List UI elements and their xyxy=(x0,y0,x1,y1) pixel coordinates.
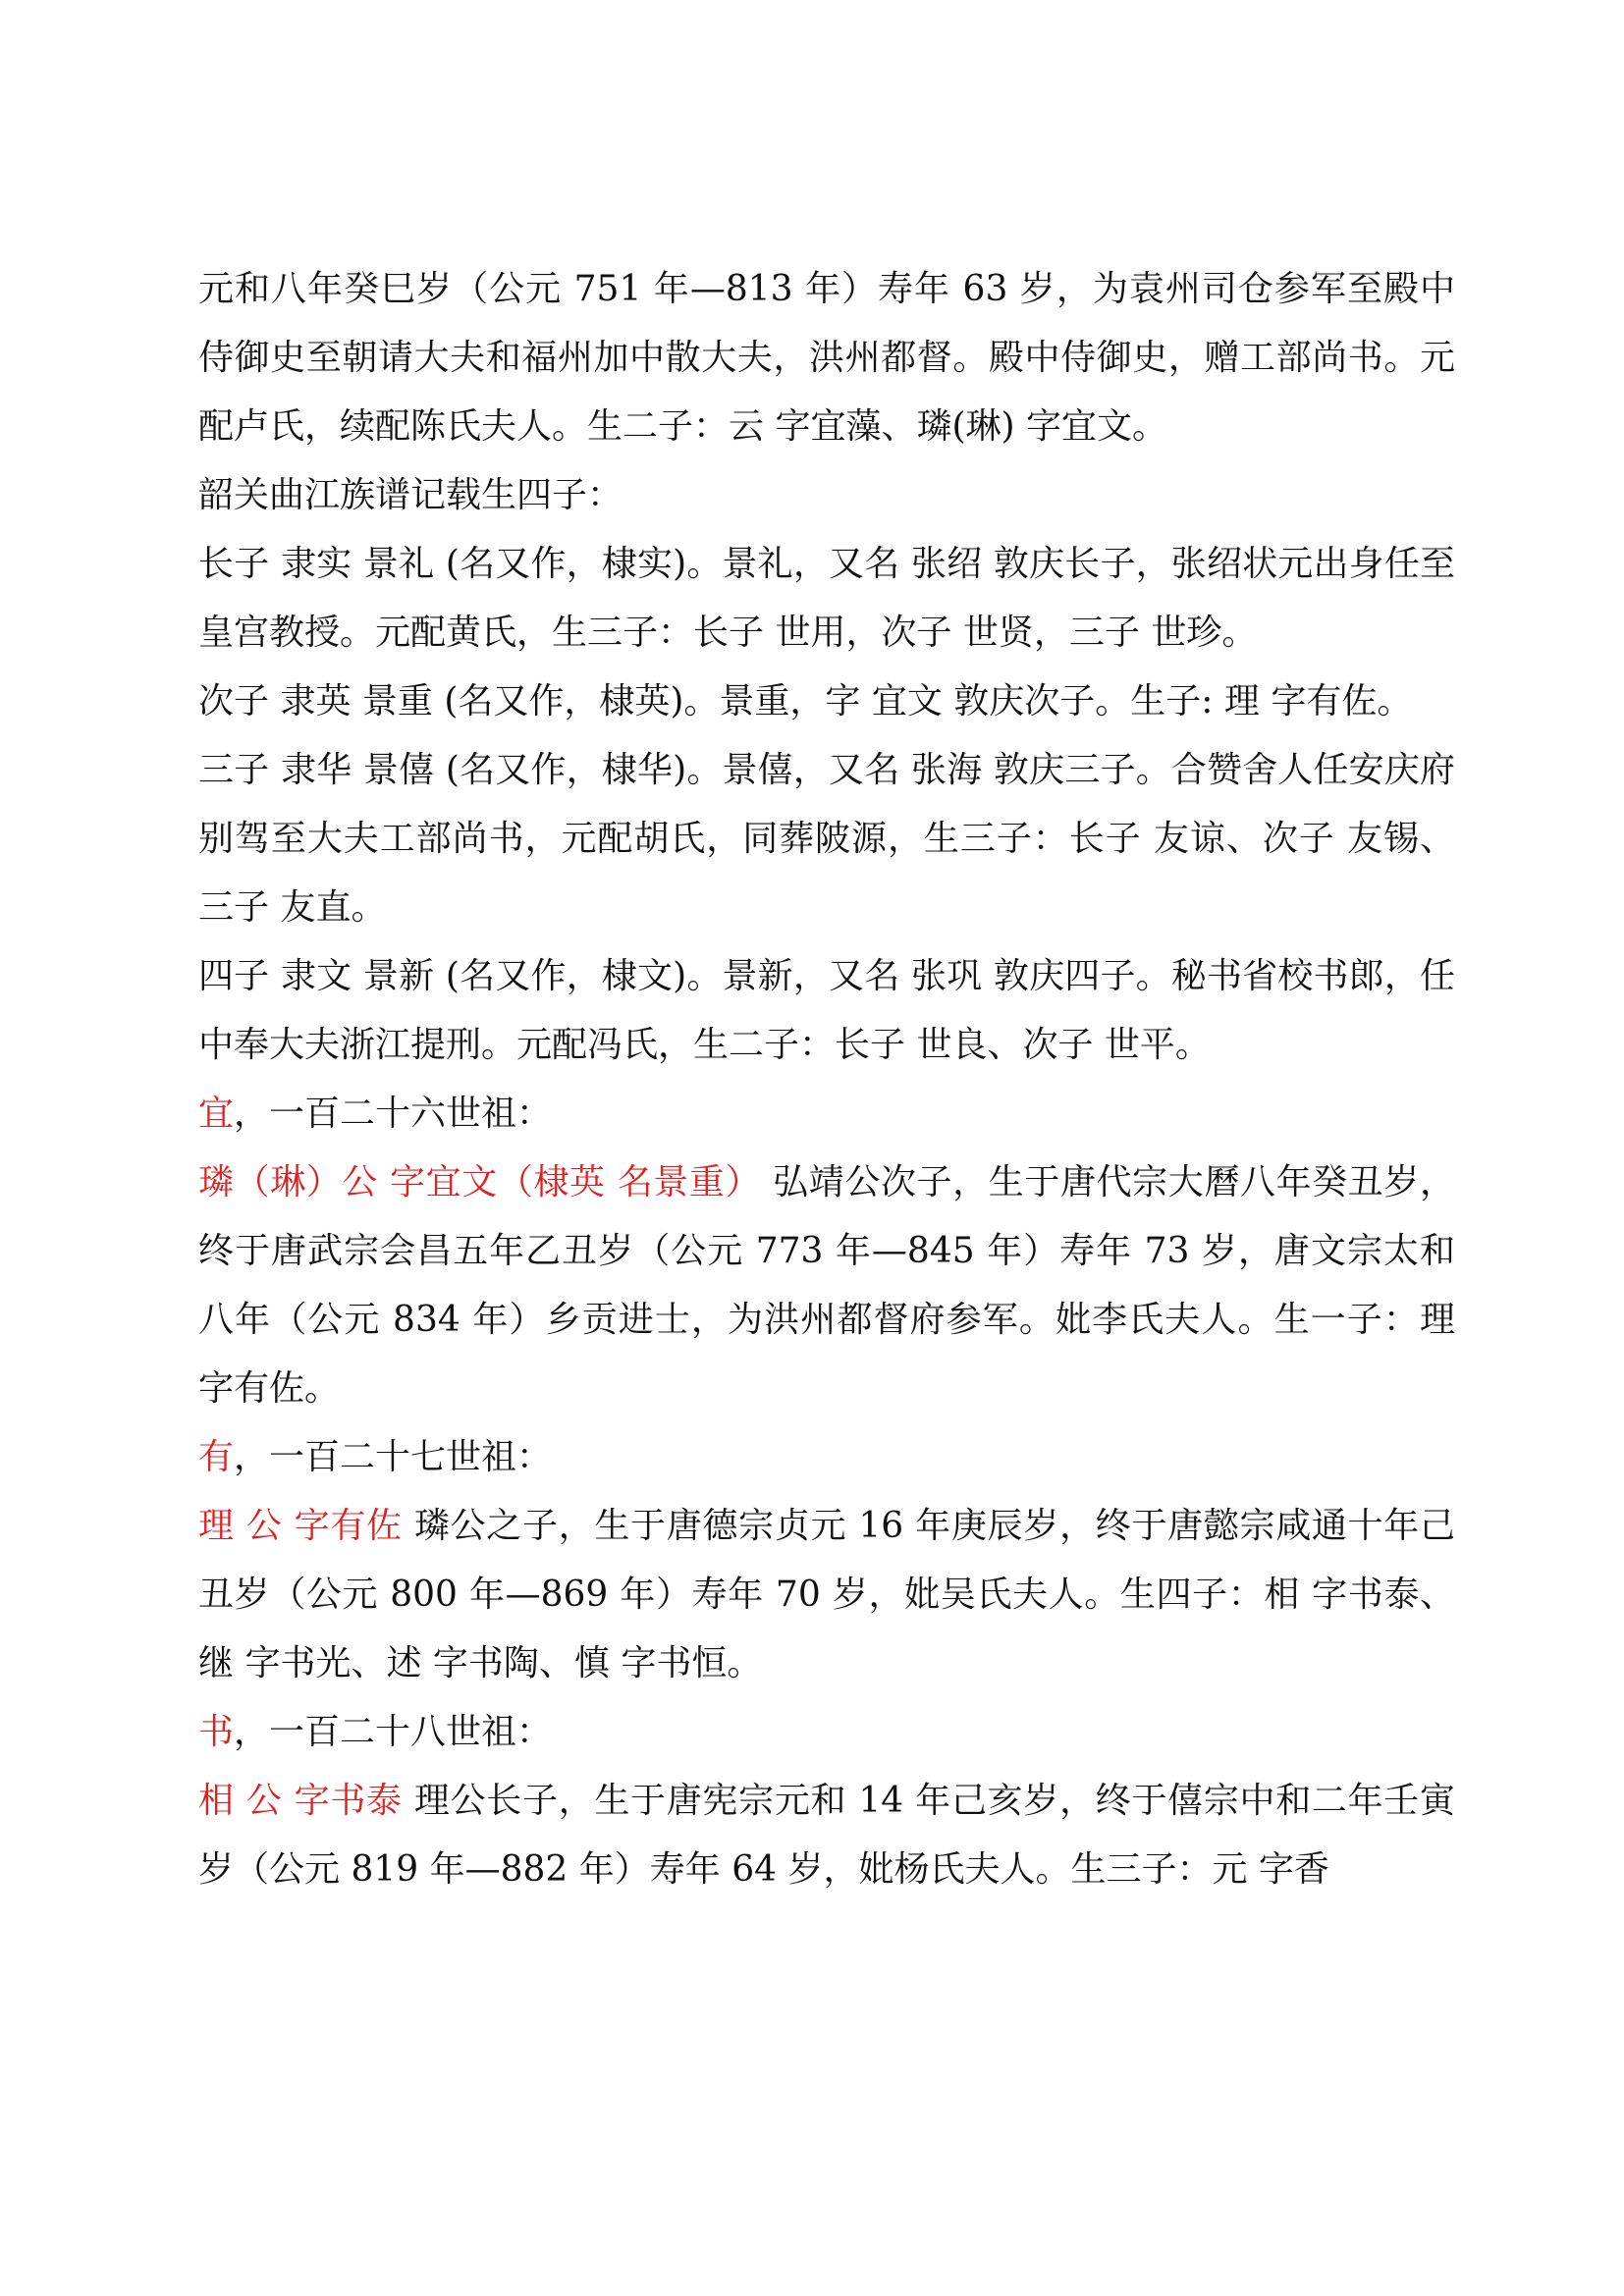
ancestor-entry-li xyxy=(198,1492,1455,1698)
ancestor-entry-xiang xyxy=(198,1767,1455,1904)
generation-label: ，一百二十六世祖： xyxy=(234,1094,553,1134)
paragraph-6 xyxy=(198,942,1455,1080)
text-segment: 次子 隶英 景重 (名又作，棣英)。景重，字 宜文 敦庆次子。生子: 理 字有佐。 xyxy=(198,681,1413,721)
text-segment: 四子 隶文 景新 (名又作，棣文)。景新，又名 张巩 敦庆四子。秘书省校书郎，任中奉大夫浙江提刑。元配冯氏，生二子：长子 世良、次子 世平。 xyxy=(198,956,1455,1065)
text-segment: 三子 隶华 景僖 (名又作，棣华)。景僖，又名 张海 敦庆三子。合赞舍人任安庆府别驾至大夫工部尚书，元配胡氏，同葬陂源，生三子：长子 友谅、次子 友锡、三子 友直。 xyxy=(198,750,1455,928)
generation-label: ，一百二十七世祖： xyxy=(234,1437,553,1477)
generation-character: 有 xyxy=(198,1437,235,1477)
ancestor-name: 相 公 字书泰 xyxy=(198,1781,403,1821)
ancestor-name: 璘（琳）公 字宜文（棣英 名景重） xyxy=(198,1162,762,1202)
document-page xyxy=(198,255,1455,1904)
generation-character: 宜 xyxy=(198,1094,235,1134)
ancestor-entry-lin xyxy=(198,1148,1455,1423)
ancestor-biography: 理公长子，生于唐宪宗元和 14 年己亥岁，终于僖宗中和二年壬寅岁（公元 819 年—882 年）寿年 64 岁，妣杨氏夫人。生三子：元 字香 xyxy=(198,1781,1456,1890)
paragraph-3 xyxy=(198,530,1455,667)
ancestor-biography: 璘公之子，生于唐德宗贞元 16 年庚辰岁，终于唐懿宗咸通十年己丑岁（公元 800 年—869 年）寿年 70 岁，妣吴氏夫人。生四子：相 字书泰、继 字书光、述 字书陶、慎 字书恒。 xyxy=(198,1506,1456,1683)
generation-label: ，一百二十八世祖： xyxy=(234,1712,553,1752)
generation-heading-127 xyxy=(198,1423,1455,1492)
paragraph-4 xyxy=(198,667,1455,736)
generation-heading-126 xyxy=(198,1080,1455,1148)
paragraph-1 xyxy=(198,255,1455,461)
text-segment: 长子 隶实 景礼 (名又作，棣实)。景礼，又名 张绍 敦庆长子，张绍状元出身任至皇宫教授。元配黄氏，生三子：长子 世用，次子 世贤，三子 世珍。 xyxy=(198,544,1455,653)
paragraph-5 xyxy=(198,736,1455,942)
generation-character: 书 xyxy=(198,1712,235,1752)
ancestor-biography: 弘靖公次子，生于唐代宗大曆八年癸丑岁，终于唐武宗会昌五年乙丑岁（公元 773 年—845 年）寿年 73 岁，唐文宗太和八年（公元 834 年）乡贡进士，为洪州都督府参军。妣李氏夫人。生一子：理 字有佐。 xyxy=(198,1162,1455,1409)
text-segment: 韶关曲江族谱记载生四子： xyxy=(198,475,623,515)
ancestor-name: 理 公 字有佐 xyxy=(198,1506,403,1546)
text-segment: 元和八年癸巳岁（公元 751 年—813 年）寿年 63 岁，为袁州司仓参军至殿中侍御史至朝请大夫和福州加中散大夫，洪州都督。殿中侍御史，赠工部尚书。元配卢氏，续配陈氏夫人。生二子：云 字宜藻、璘(琳) 字宜文。 xyxy=(198,269,1455,447)
generation-heading-128 xyxy=(198,1698,1455,1767)
paragraph-2 xyxy=(198,461,1455,530)
